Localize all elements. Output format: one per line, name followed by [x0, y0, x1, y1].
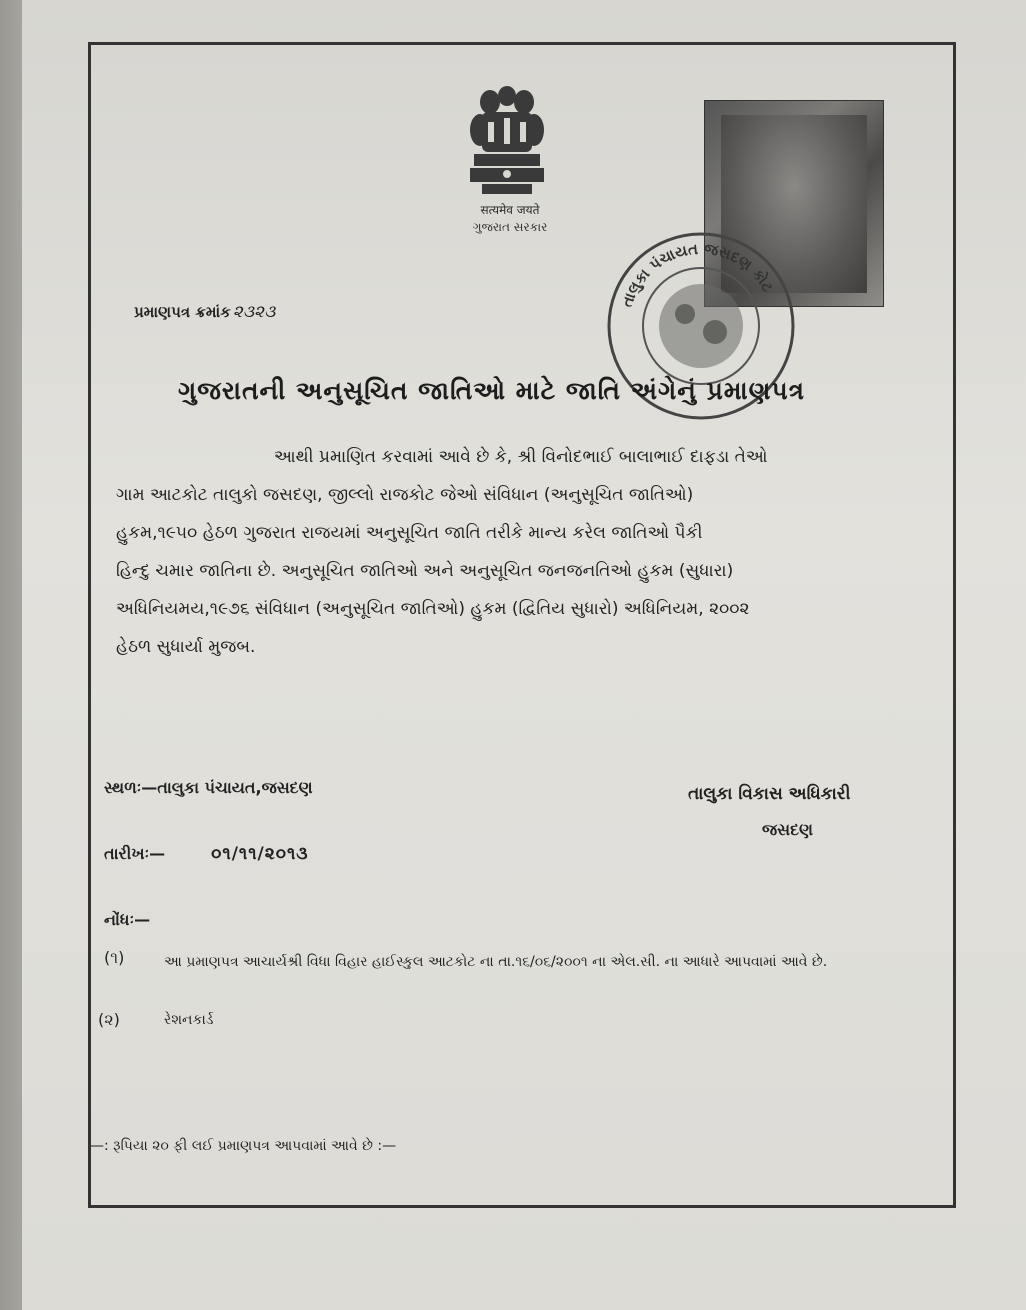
note-2-text: રેશનકાર્ડ: [164, 1012, 214, 1028]
certificate-number-label: પ્રમાણપત્ર ક્રમાંક: [134, 303, 231, 321]
fee-footer: —: રૂપિયા ૨૦ ફી લઈ પ્રમાણપત્ર આપવામાં આવે છે :—: [90, 1138, 397, 1154]
issue-place: સ્થળઃ—તાલુકા પંચાયત,જસદણ: [104, 778, 313, 797]
body-line-1: આથી પ્રમાણિત કરવામાં આવે છે કે, શ્રી વિનોદભાઈ બાલાભાઈ દાફડા તેઓ: [274, 447, 768, 467]
note-1-text: આ પ્રમાણપત્ર આચાર્યશ્રી વિધા વિહાર હાઈસ્કુલ આટકોટ ના તા.૧૬/૦૬/૨૦૦૧ ના એલ.સી. ના આધારે આપવામાં આવે છે.: [164, 954, 828, 970]
certificate-body: [116, 438, 940, 666]
body-line-4: હિન્દુ ચમાર જાતિના છે. અનુસૂચિત જાતિઓ અને અનુસૂચિત જનજનતિઓ હુકમ (સુધારા): [116, 561, 734, 581]
seal-text: તાલુકા પંચાયત જસદણ કોટ: [617, 239, 778, 310]
issue-date: [104, 844, 309, 864]
officer-place: જસદણ: [762, 820, 813, 839]
body-line-2: ગામ આટકોટ તાલુકો જસદણ, જીલ્લો રાજકોટ જેઓ સંવિધાન (અનુસૂચિત જાતિઓ): [116, 485, 694, 505]
body-line-5: અધિનિયમય,૧૯૭૬ સંવિધાન (અનુસૂચિત જાતિઓ) હુકમ (દ્વિતિય સુધારો) અધિનિયમ, ૨૦૦૨: [116, 599, 750, 619]
state-emblem-icon: [452, 82, 562, 202]
note-2-number: (૨): [98, 1010, 120, 1029]
certificate-number-value: ૨૩૨૩: [232, 302, 276, 322]
notes-heading: નોંધઃ—: [104, 910, 151, 929]
certificate-number: [134, 302, 275, 322]
date-label: તારીખઃ—: [104, 844, 166, 863]
motto-satyameva: सत्यमेव जयते: [480, 203, 540, 217]
emblem-motto: [430, 202, 590, 236]
certificate-title: ગુજરાતની અનુસૂચિત જાતિઓ માટે જાતિ અંગેનું પ્રમાણપત્ર: [178, 376, 806, 405]
officer-title: તાલુકા વિકાસ અધિકારી: [688, 784, 851, 804]
date-value: ૦૧/૧૧/૨૦૧૩: [211, 844, 309, 864]
motto-gujarat-sarkar: ગુજરાત સરકાર: [472, 220, 548, 234]
note-1-number: (૧): [104, 948, 125, 967]
body-line-3: હુકમ,૧૯૫૦ હેઠળ ગુજરાત રાજયમાં અનુસૂચિત જાતિ તરીકે માન્ય કરેલ જાતિઓ પૈકી: [116, 523, 703, 543]
body-line-6: હેઠળ સુધાર્યા મુજબ.: [116, 637, 256, 657]
